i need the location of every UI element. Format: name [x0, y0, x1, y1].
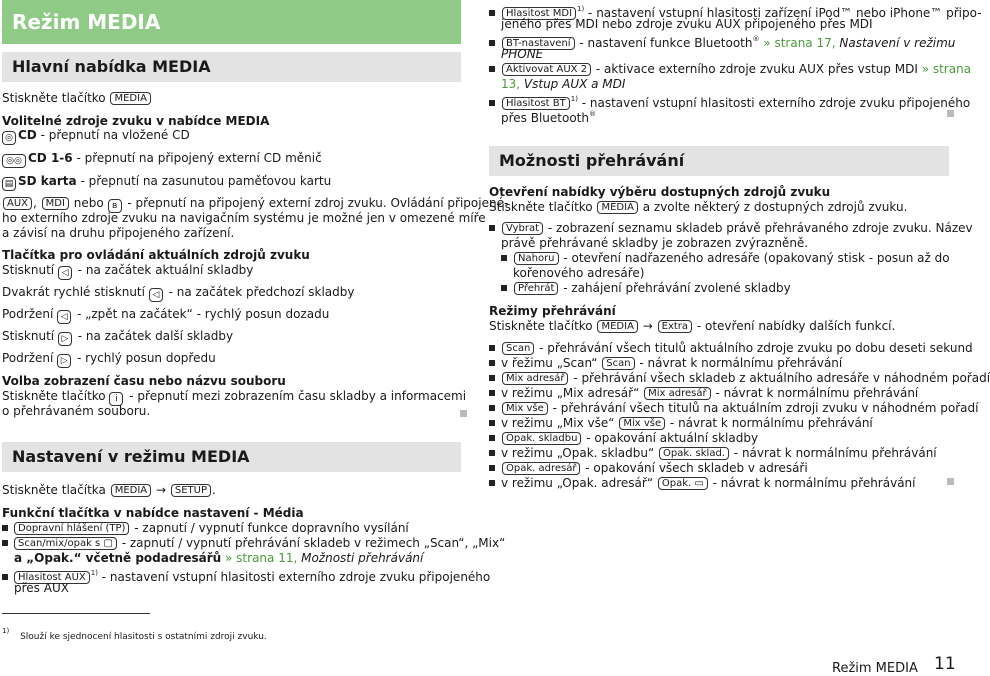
text: Stiskněte tlačítka — [2, 483, 106, 497]
bullet-icon — [489, 345, 495, 351]
bullet-icon — [489, 66, 495, 72]
buttons-title: Tlačítka pro ovládání aktuálních zdrojů zvuku — [2, 248, 310, 262]
text: - nastavení vstupní hlasitosti externího zdroje zvuku připojeného — [577, 96, 971, 110]
text: - přehrávání všech titulů na aktuálním zdroji zvuku v náhodném pořadí — [548, 401, 979, 415]
bullet-icon — [489, 40, 495, 46]
aux-text-line2: ho externího zdroje zvuku na navigačním systému je možné jen v omezené míře — [2, 211, 486, 225]
r-item-2b: PHONE — [501, 47, 544, 61]
heading-playback-text: Možnosti přehrávání — [499, 151, 685, 170]
sources-title: Volitelné zdroje zvuku v nabídce MEDIA — [2, 114, 270, 128]
bluetooth-icon: ʙ — [108, 199, 122, 213]
text: - na začátek aktuální skladby — [73, 263, 254, 277]
next-icon: ▷ — [57, 354, 71, 368]
key-extra: Extra — [658, 320, 692, 333]
link-page-13b[interactable]: 13, — [501, 77, 521, 91]
bullet-icon — [489, 390, 495, 396]
text: v režimu „Opak. skladbu“ — [501, 446, 655, 460]
open-title: Otevření nabídky výběru dostupných zdrojů zvuku — [489, 185, 831, 199]
page-title: Režim MEDIA — [12, 10, 161, 34]
text: - zahájení přehrávání zvolené skladby — [559, 281, 791, 295]
bullet-icon — [501, 255, 507, 261]
text: Stiskněte tlačítko — [2, 91, 106, 105]
key-mix-folder: Mix adresář — [502, 372, 568, 385]
m-item-9 — [489, 461, 808, 476]
text: CD — [18, 128, 37, 142]
source-aux: AUX , MDI nebo ʙ - přepnutí na připojený externí zdroj zvuku. Ovládání připojené- — [2, 196, 508, 213]
key-mdi: MDI — [42, 197, 69, 210]
text: Stiskněte tlačítko — [2, 389, 106, 403]
section-end-marker — [947, 110, 954, 117]
func-title: Funkční tlačítka v nabídce nastavení - Média — [2, 506, 304, 520]
func-item-2b — [14, 551, 423, 566]
text: - nastavení funkce Bluetooth — [575, 36, 753, 50]
text: nebo — [73, 196, 104, 210]
n-item — [501, 251, 950, 266]
bullet-icon — [489, 405, 495, 411]
text: - opakování aktuální skladby — [582, 431, 759, 445]
footnote-mark: 1) — [2, 627, 10, 635]
footnote-ref: 1) — [570, 95, 578, 103]
key-repeat-folder: Opak. adresář — [502, 462, 580, 475]
key-activate-aux2: Aktivovat AUX 2 — [502, 63, 591, 76]
btn-line-4 — [2, 329, 233, 346]
r-item-1b: jeného přes MDI nebo zdroje zvuku AUX připojeného přes MDI — [501, 17, 873, 31]
text: - zobrazení seznamu skladeb právě přehrávaného zdroje zvuku. Název — [544, 221, 973, 235]
r-item-2: BT-nastavení - nastavení funkce Bluetooth® » strana 17, Nastavení v režimu — [489, 32, 955, 51]
text: Stiskněte tlačítko — [489, 200, 593, 214]
time-title: Volba zobrazení času nebo názvu souboru — [2, 374, 286, 388]
n-item-b: kořenového adresáře) — [513, 266, 645, 280]
source-cd-changer — [2, 151, 322, 168]
aux-text-line3: a závisí na druhu připojeného zařízení. — [2, 226, 235, 240]
p-item — [501, 281, 791, 296]
text: - přepnutí na vložené CD — [36, 128, 190, 142]
text: Stiskněte tlačítko — [489, 319, 593, 333]
heading-settings-text: Nastavení v režimu MEDIA — [12, 447, 250, 466]
bullet-icon — [489, 10, 495, 16]
bullet-icon — [489, 360, 495, 366]
open-line — [489, 200, 907, 215]
text: v režimu „Mix vše“ — [501, 416, 615, 430]
func-item-1 — [2, 521, 409, 536]
text: Opak. — [661, 478, 692, 489]
text: - přehrávání všech titulů aktuálního zdroje zvuku po dobu deseti sekund — [535, 341, 973, 355]
cd-icon: ◎ — [2, 131, 16, 145]
m-item-7 — [489, 431, 758, 446]
footnote-rule — [2, 613, 150, 614]
key-aux-volume: Hlasitost AUX — [14, 571, 90, 584]
key-mix-all: Mix vše — [619, 417, 665, 430]
footnote-ref: 1) — [90, 569, 98, 577]
text: - návrat k normálnímu přehrávání — [708, 476, 916, 490]
btn-line-5 — [2, 351, 216, 368]
text: - „zpět na začátek“ - rychlý posun dozadu — [73, 307, 330, 321]
text: v režimu „Opak. adresář“ — [501, 476, 654, 490]
key-repeat-folder: Opak. ▭ — [658, 477, 708, 490]
text: - zapnutí / vypnutí přehrávání skladeb v režimech „Scan“, „Mix“ — [117, 536, 506, 550]
btn-line-1 — [2, 263, 253, 280]
key-scan: Scan — [502, 342, 534, 355]
key-bt-settings: BT-nastavení — [502, 37, 575, 50]
text: Stisknutí — [2, 263, 55, 277]
m-item-5 — [489, 401, 978, 416]
text: - přepnutí na připojený externí zdroj zvuku. Ovládání připojené- — [123, 196, 509, 210]
modes-line — [489, 319, 895, 334]
text: - návrat k normálnímu přehrávání — [711, 386, 919, 400]
r-item-4b: přes Bluetooth® — [501, 110, 596, 125]
prev-icon: ◁ — [149, 288, 163, 302]
text: v řežimu „Scan“ — [501, 356, 598, 370]
bullet-icon — [489, 465, 495, 471]
func-item-3 — [2, 566, 490, 585]
text: a „Opak.“ včetně podadresářů — [14, 551, 222, 565]
text: Podržení — [2, 351, 54, 365]
text: a zvolte některý z dostupných zdrojů zvuku. — [638, 200, 908, 214]
key-select: Vybrat — [502, 222, 543, 235]
bullet-icon — [489, 480, 495, 486]
bullet-icon — [501, 285, 507, 291]
v-item — [489, 221, 973, 236]
page-number: 11 — [934, 654, 956, 674]
bullet-icon — [489, 100, 495, 106]
cd-changer-icon: ◎◎ — [2, 154, 26, 168]
text: - opakování všech skladeb v adresáři — [581, 461, 808, 475]
prev-icon: ◁ — [57, 310, 71, 324]
key-media: MEDIA — [597, 201, 637, 214]
footnote — [2, 624, 267, 645]
link-page-17[interactable]: » strana 17, — [759, 36, 836, 50]
source-sd — [2, 174, 331, 191]
bullet-icon — [489, 225, 495, 231]
press-settings-line: Stiskněte tlačítka MEDIA → SETUP . — [2, 483, 216, 497]
func-item-3b: přes AUX — [14, 581, 69, 595]
next-icon: ▷ — [58, 332, 72, 346]
text: - na začátek předchozí skladby — [164, 285, 355, 299]
key-media: MEDIA — [111, 484, 151, 497]
bullet-icon — [489, 450, 495, 456]
key-tp: Dopravní hlášení (TP) — [14, 522, 129, 535]
text: - na začátek další skladby — [73, 329, 234, 343]
press-media-line — [2, 91, 152, 106]
time-line-2: o přehrávaném souboru. — [2, 404, 151, 418]
bullet-icon — [489, 420, 495, 426]
text: CD 1-6 — [28, 151, 73, 165]
modes-title: Režimy přehrávání — [489, 304, 616, 318]
m-item-4 — [489, 386, 918, 401]
text: - otevření nadřazeného adresáře (opakovaný stisk - posun až do — [559, 251, 950, 265]
text: - návrat k normálnímu přehrávání — [635, 356, 843, 370]
section-end-marker — [947, 478, 954, 485]
sd-card-icon: ▤ — [2, 177, 16, 191]
m-item-2 — [489, 356, 842, 371]
heading-settings — [2, 442, 461, 472]
text: - rychlý posun dopředu — [73, 351, 216, 365]
text: Možnosti přehrávání — [297, 551, 424, 565]
heading-playback — [489, 146, 949, 176]
m-item-10 — [489, 476, 916, 491]
key-mix-all: Mix vše — [502, 402, 548, 415]
section-end-marker — [460, 410, 467, 417]
link-page-11[interactable]: » strana 11, — [221, 551, 298, 565]
text: SD karta — [18, 174, 77, 188]
bullet-icon — [2, 574, 8, 580]
link-page-13[interactable]: » strana — [917, 62, 972, 76]
text: - aktivace externího zdroje zvuku AUX přes vstup MDI — [592, 62, 918, 76]
key-mdi-volume: Hlasitost MDI — [502, 7, 576, 20]
bullet-icon — [489, 375, 495, 381]
key-aux: AUX — [3, 197, 32, 210]
text: - přepnutí na připojený externí CD měnič — [72, 151, 322, 165]
text: přes Bluetooth — [501, 111, 589, 125]
key-setup: SETUP — [171, 484, 211, 497]
btn-line-3 — [2, 307, 329, 324]
bullet-icon — [2, 540, 8, 546]
r-item-3b — [501, 77, 625, 92]
text: - přehrávání všech skladeb z aktuálního adresáře v náhodném pořadí — [569, 371, 990, 385]
text: Scan/mix/opak s — [18, 538, 101, 549]
text: - návrat k normálnímu přehrávání — [666, 416, 873, 430]
text: Dvakrát rychlé stisknutí — [2, 285, 145, 299]
key-repeat-track: Opak. skladbu — [502, 432, 581, 445]
bullet-icon — [489, 435, 495, 441]
text: - zapnutí / vypnutí funkce dopravního vysílání — [130, 521, 409, 535]
r-item-3 — [489, 62, 971, 77]
m-item-1 — [489, 341, 973, 356]
btn-line-2 — [2, 285, 355, 302]
func-item-2 — [2, 536, 505, 551]
text: - přepnutí mezi zobrazením času skladby a informacemi — [125, 389, 467, 403]
text: Podržení — [2, 307, 54, 321]
key-up: Nahoru — [514, 252, 559, 265]
key-media: MEDIA — [597, 320, 637, 333]
source-cd — [2, 128, 190, 145]
text: Nastavení v režimu — [835, 36, 956, 50]
text: - návrat k normálnímu přehrávání — [729, 446, 937, 460]
prev-icon: ◁ — [58, 266, 72, 280]
text: - otevření nabídky dalších funkcí. — [693, 319, 896, 333]
key-media: MEDIA — [110, 92, 150, 105]
heading-main-menu-text: Hlavní nabídka MEDIA — [12, 57, 211, 76]
m-item-3 — [489, 371, 990, 386]
bullet-icon — [2, 525, 8, 531]
footnote-text: Slouží ke sjednocení hlasitosti s ostatními zdroji zvuku. — [20, 632, 267, 642]
info-icon: i — [109, 392, 123, 406]
key-bt-volume: Hlasitost BT — [502, 97, 570, 110]
v-item-b: právě přehrávané skladby je zobrazen zvýrazněně. — [501, 236, 809, 250]
key-mix-folder: Mix adresář — [644, 387, 710, 400]
text: Stisknutí — [2, 329, 55, 343]
arrow-icon: → — [642, 319, 653, 333]
title-bar — [2, 0, 461, 44]
footnote-ref: 1) — [577, 5, 585, 13]
text: v režimu „Mix adresář“ — [501, 386, 640, 400]
footer-section: Režim MEDIA — [832, 661, 918, 676]
text: - nastavení vstupní hlasitosti externího zdroje zvuku připojeného — [97, 570, 491, 584]
key-play: Přehrát — [514, 282, 558, 295]
heading-main-menu — [2, 52, 461, 82]
key-scan: Scan — [602, 357, 634, 370]
key-repeat-track: Opak. sklad. — [659, 447, 729, 460]
m-item-6 — [489, 416, 873, 431]
key-scan-mix: Scan/mix/opak s ▢ — [14, 537, 117, 550]
text: - nastavení vstupní hlasitosti zařízení iPod™ nebo iPhone™ připo- — [584, 6, 982, 20]
m-item-8 — [489, 446, 937, 461]
text: Vstup AUX a MDI — [520, 77, 626, 91]
text: - přepnutí na zasunutou paměťovou kartu — [76, 174, 332, 188]
arrow-icon: → — [155, 483, 167, 497]
